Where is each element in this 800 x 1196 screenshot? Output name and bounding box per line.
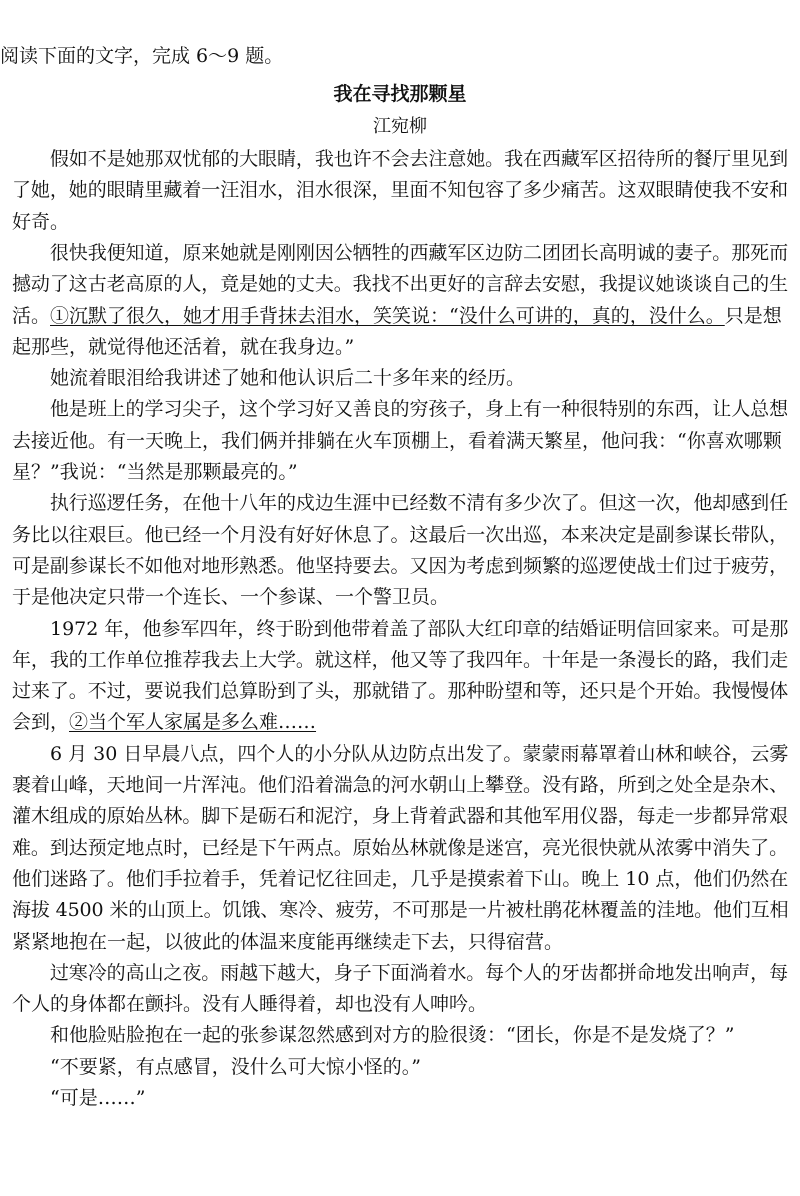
article-line bbox=[12, 1086, 788, 1110]
article-line bbox=[12, 742, 788, 766]
line-text: 年，我的工作单位推荐我去上大学。就这样，他又等了我四年。十年是一条漫长的路，我们走 bbox=[12, 649, 789, 671]
article-line bbox=[12, 335, 788, 359]
article-line bbox=[12, 585, 788, 609]
underlined-sentence: ①沉默了很久，她才用手背抹去泪水，笑笑说：“没什么可讲的，真的，没什么。 bbox=[50, 305, 725, 327]
line-text: 个人的身体都在颤抖。没有人睡得着，却也没有人呻吟。 bbox=[12, 993, 488, 1015]
line-text: 很快我便知道，原来她就是刚刚因公牺牲的西藏军区边防二团团长高明诚的妻子。那死而 bbox=[12, 242, 789, 264]
article-line bbox=[12, 366, 788, 390]
article-line bbox=[12, 992, 788, 1016]
line-text: 裹着山峰，天地间一片浑沌。他们沿着湍急的河水朝山上攀登。没有路，所到之处全是杂木、 bbox=[12, 774, 789, 796]
line-text: 他们迷路了。他们手拉着手，凭着记忆往回走，几乎是摸索着下山。晚上 10 点，他们仍然在 bbox=[12, 868, 789, 890]
line-text: 和他脸贴脸抱在一起的张参谋忽然感到对方的脸很烫：“团长，你是不是发烧了？” bbox=[12, 1024, 735, 1046]
line-text: 星？”我说：“当然是那颗最亮的。” bbox=[12, 461, 298, 483]
line-text: 1972 年，他参军四年，终于盼到他带着盖了部队大红印章的结婚证明信回家来。可是那 bbox=[12, 618, 789, 640]
article-line bbox=[12, 178, 788, 202]
article-line bbox=[12, 1023, 788, 1047]
reading-instruction: 阅读下面的文字，完成 6～9 题。 bbox=[0, 45, 284, 67]
line-text: 灌木组成的原始丛林。脚下是砺石和泥泞，身上背着武器和其他军用仪器，每走一步都异常艰 bbox=[12, 805, 789, 827]
article-line bbox=[12, 147, 788, 171]
line-text: 去接近他。有一天晚上，我们俩并排躺在火车顶棚上，看着满天繁星，他问我：“你喜欢哪颗 bbox=[12, 430, 782, 452]
article-line bbox=[12, 397, 788, 421]
line-text: 可是副参谋长不如他对地形熟悉。他坚持要去。又因为考虑到频繁的巡逻使战士们过于疲劳， bbox=[12, 555, 789, 577]
line-text: 过寒冷的高山之夜。雨越下越大，身子下面淌着水。每个人的牙齿都拼命地发出响声，每 bbox=[12, 962, 789, 984]
line-text: 执行巡逻任务，在他十八年的戍边生涯中已经数不清有多少次了。但这一次，他却感到任 bbox=[12, 492, 789, 514]
article-line bbox=[12, 523, 788, 547]
line-text: 于是他决定只带一个连长、一个参谋、一个警卫员。 bbox=[12, 586, 450, 608]
article-line bbox=[12, 241, 788, 265]
line-text: 他是班上的学习尖子，这个学习好又善良的穷孩子，身上有一种很特别的东西，让人总想 bbox=[12, 398, 789, 420]
article-line bbox=[12, 898, 788, 922]
line-text: 起那些，就觉得他还活着，就在我身边。” bbox=[12, 336, 355, 358]
line-text: 活。 bbox=[12, 305, 51, 327]
article-line bbox=[12, 491, 788, 515]
line-text: 过来了。不过，要说我们总算盼到了头，那就错了。那种盼望和等，还只是个开始。我慢慢体 bbox=[12, 680, 789, 702]
article-line bbox=[12, 867, 788, 891]
line-text: 务比以往艰巨。他已经一个月没有好好休息了。这最后一次出巡，本来决定是副参谋长带队， bbox=[12, 524, 789, 546]
line-text: “不要紧，有点感冒，没什么可大惊小怪的。” bbox=[12, 1056, 421, 1078]
article-line bbox=[12, 930, 788, 954]
article-line bbox=[12, 804, 788, 828]
article-line bbox=[12, 617, 788, 641]
line-text: 假如不是她那双忧郁的大眼睛，我也许不会去注意她。我在西藏军区招待所的餐厅里见到 bbox=[12, 148, 789, 170]
article-line bbox=[12, 304, 788, 328]
line-text: 海拔 4500 米的山顶上。饥饿、寒冷、疲劳，不可那是一片被杜鹃花林覆盖的洼地。他们互相 bbox=[12, 899, 789, 921]
line-text: 难。到达预定地点时，已经是下午两点。原始丛林就像是迷宫，亮光很快就从浓雾中消失了。 bbox=[12, 837, 789, 859]
line-text: 紧紧地抱在一起，以彼此的体温来度能再继续走下去，只得宿营。 bbox=[12, 931, 564, 953]
line-text: 她流着眼泪给我讲述了她和他认识后二十多年来的经历。 bbox=[12, 367, 526, 389]
article-line bbox=[12, 773, 788, 797]
article-line bbox=[12, 1055, 788, 1079]
article-line bbox=[12, 710, 788, 734]
article-line bbox=[12, 836, 788, 860]
line-text: 了她，她的眼睛里藏着一汪泪水，泪水很深，里面不知包容了多少痛苦。这双眼睛使我不安和 bbox=[12, 179, 789, 201]
underlined-sentence: ②当个军人家属是多么难…… bbox=[69, 711, 317, 733]
line-text: 6 月 30 日早晨八点，四个人的小分队从边防点出发了。蒙蒙雨幕罩着山林和峡谷，云雾 bbox=[12, 743, 789, 765]
line-text: 好奇。 bbox=[12, 211, 70, 233]
article-line bbox=[12, 679, 788, 703]
article-line bbox=[12, 429, 788, 453]
article-title: 我在寻找那颗星 bbox=[333, 83, 467, 105]
article-line bbox=[12, 554, 788, 578]
line-text-tail: 只是想 bbox=[724, 305, 782, 327]
article-line bbox=[12, 210, 788, 234]
line-text: 会到， bbox=[12, 711, 70, 733]
article-line bbox=[12, 648, 788, 672]
article-author: 江宛柳 bbox=[373, 116, 427, 137]
article-line bbox=[12, 272, 788, 296]
article-line bbox=[12, 961, 788, 985]
line-text: “可是……” bbox=[12, 1087, 146, 1109]
article-line bbox=[12, 460, 788, 484]
line-text: 撼动了这古老高原的人，竟是她的丈夫。我找不出更好的言辞去安慰，我提议她谈谈自己的生 bbox=[12, 273, 789, 295]
